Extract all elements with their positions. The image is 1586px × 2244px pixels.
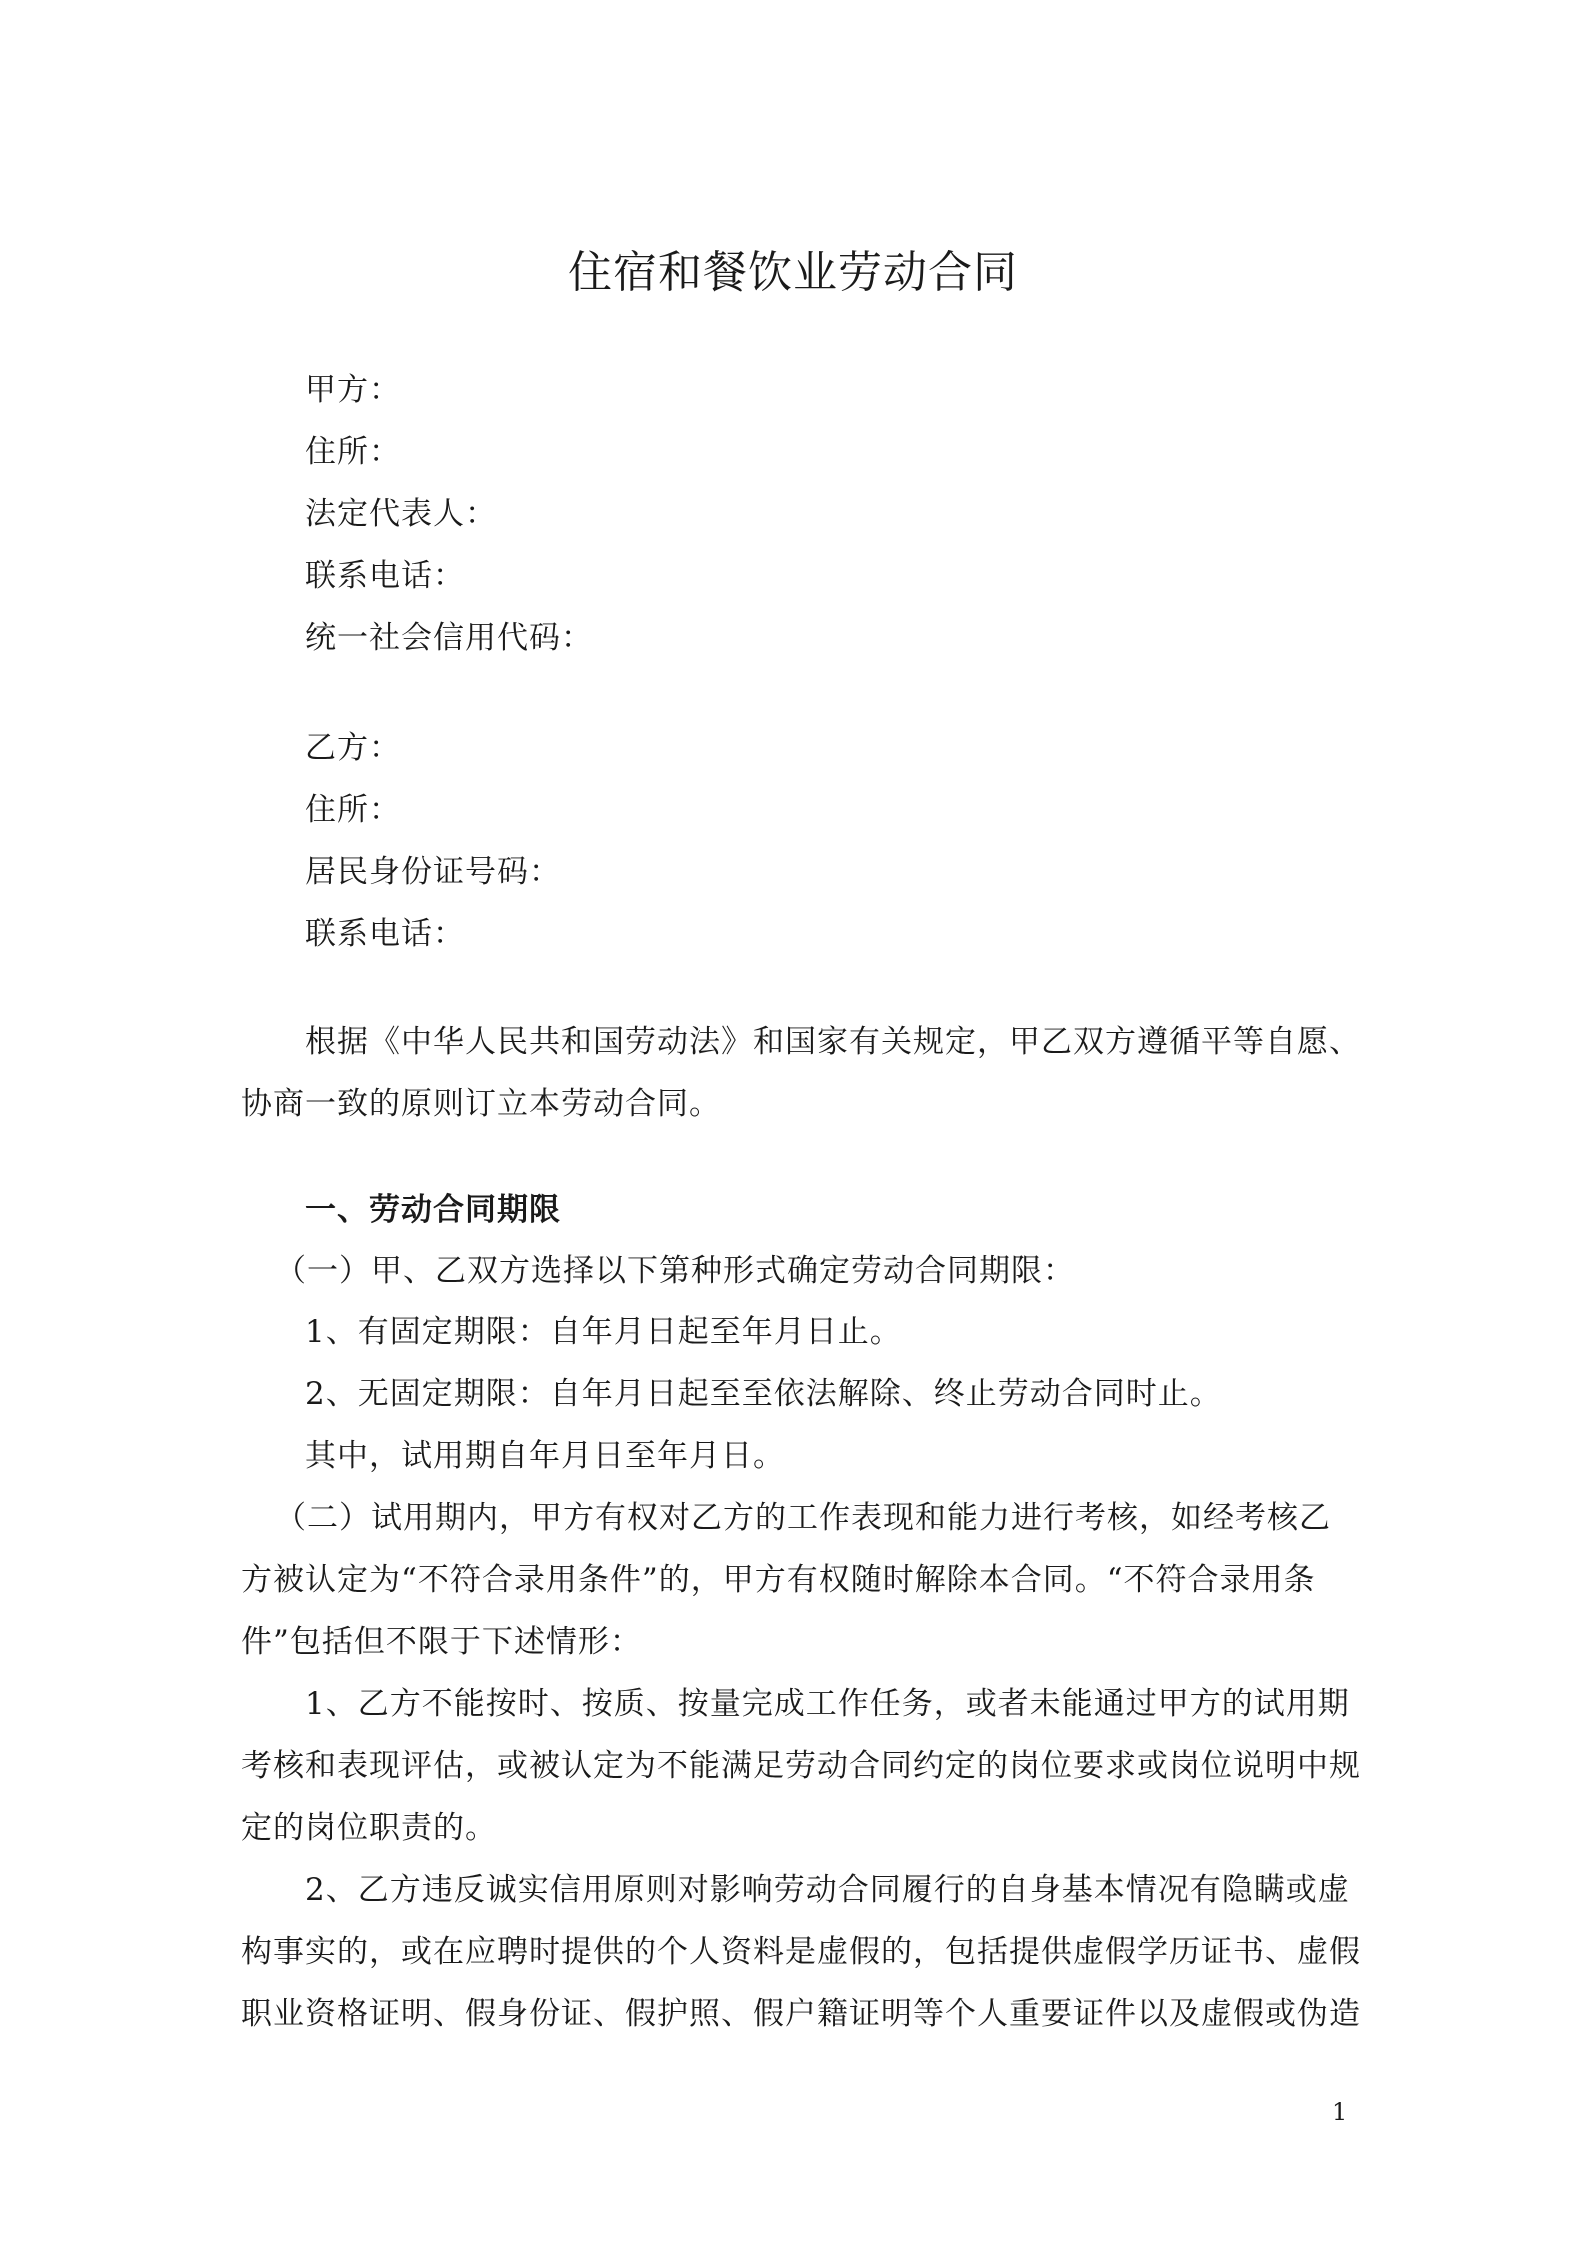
- case-text: 职业资格证明、假身份证、假护照、假户籍证明等个人重要证件以及虚假或伪造: [241, 1996, 1361, 2032]
- party-b-address-label: 住所：: [305, 792, 401, 828]
- party-a-name-label: 甲方：: [305, 372, 401, 408]
- case-text: 构事实的，或在应聘时提供的个人资料是虚假的，包括提供虚假学历证书、虚假: [241, 1934, 1361, 1970]
- document-title: 住宿和餐饮业劳动合同: [568, 247, 1018, 298]
- probation-period: 其中，试用期自年月日至年月日。: [305, 1438, 785, 1474]
- preamble-line: 根据《中华人民共和国劳动法》和国家有关规定，甲乙双方遵循平等自愿、: [305, 1024, 1361, 1060]
- term-option-fixed: 1、有固定期限：自年月日起至年月日止。: [305, 1314, 902, 1350]
- case-text: 1、乙方不能按时、按质、按量完成工作任务，或者未能通过甲方的试用期: [305, 1686, 1350, 1722]
- party-b-name-label: 乙方：: [305, 730, 401, 766]
- clause-text: （二）试用期内，甲方有权对乙方的工作表现和能力进行考核，如经考核乙: [275, 1500, 1331, 1536]
- clause-text: 方被认定为“不符合录用条件”的，甲方有权随时解除本合同。“不符合录用条: [241, 1562, 1316, 1598]
- party-b-id-label: 居民身份证号码：: [305, 854, 561, 890]
- party-a-legal-rep-label: 法定代表人：: [305, 496, 497, 532]
- party-a-phone-label: 联系电话：: [305, 558, 465, 594]
- term-option-open: 2、无固定期限：自年月日起至至依法解除、终止劳动合同时止。: [305, 1376, 1222, 1412]
- clause-text: 件”包括但不限于下述情形：: [241, 1624, 642, 1660]
- party-b-phone-label: 联系电话：: [305, 916, 465, 952]
- page-number: 1: [1332, 2098, 1348, 2126]
- party-a-credit-code-label: 统一社会信用代码：: [305, 620, 593, 656]
- case-text: 定的岗位职责的。: [241, 1810, 497, 1846]
- party-a-address-label: 住所：: [305, 434, 401, 470]
- section-heading: 一、劳动合同期限: [305, 1192, 561, 1228]
- clause-text: （一）甲、乙双方选择以下第种形式确定劳动合同期限：: [275, 1253, 1075, 1289]
- case-text: 考核和表现评估，或被认定为不能满足劳动合同约定的岗位要求或岗位说明中规: [241, 1748, 1361, 1784]
- case-text: 2、乙方违反诚实信用原则对影响劳动合同履行的自身基本情况有隐瞒或虚: [305, 1872, 1350, 1908]
- preamble-line: 协商一致的原则订立本劳动合同。: [241, 1086, 721, 1122]
